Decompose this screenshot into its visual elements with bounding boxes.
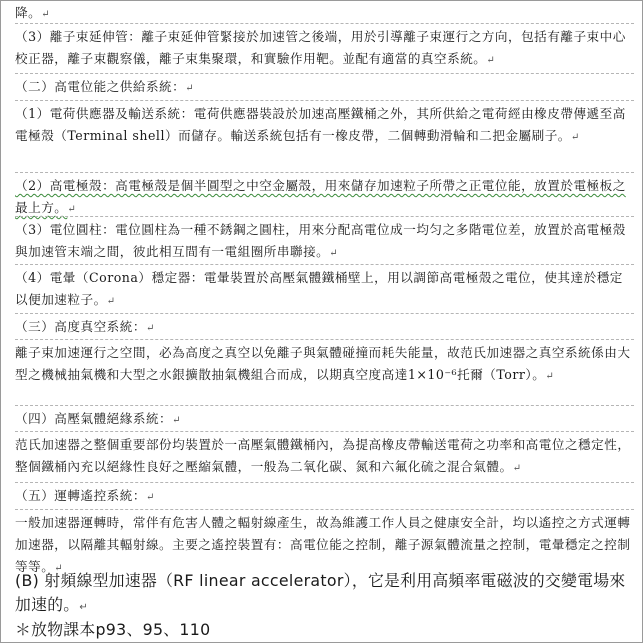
- paragraph-14: (B) 射頻線型加速器（RF linear accelerator），它是利用高頻率電磁波的交變電場來加速的。↵: [15, 571, 626, 614]
- paragraph-mark: ↵: [106, 296, 116, 307]
- paragraph-mark: ↵: [79, 602, 89, 613]
- paragraph-3: （二）高電位能之供給系統：↵: [15, 73, 634, 100]
- paragraph-mark: ↵: [545, 371, 555, 382]
- paragraph-mark: ↵: [486, 55, 496, 66]
- paragraph-2: （3）離子束延伸管：離子束延伸管緊接於加速管之後端，用於引導離子束運行之方向，包括有離子束中心校正器，離子束觀察儀，離子束集聚環，和實驗作用靶。並配有適當的真空系統。↵: [15, 23, 634, 72]
- paragraph-6: （3）電位圓柱：電位圓柱為一種不銹鋼之圓柱，用來分配高電位成一均匀之多階電位差，放置於高電極殼與加速管末端之間，彼此相互間有一電組圈所串聯接。↵: [15, 216, 634, 265]
- paragraph-mark: ↵: [185, 83, 195, 94]
- paragraph-9: 離子束加速運行之空間，必為高度之真空以免離子與氣體碰撞而耗失能量，故范氏加速器之真空系統係由大型之機械抽氣機和大型之水銀擴散抽氣機組合而成，以期真空度高達1×10⁻⁶托爾（Torr）。↵: [15, 339, 634, 388]
- paragraph-mark: ↵: [145, 323, 155, 334]
- paragraph-mark: ↵: [570, 132, 580, 143]
- paragraph-7: （4）電暈（Corona）穩定器：電暈裝置於高壓氣體鐵桶壁上，用以調節高電極殼之電位，使其達於穩定以便加速粒子。↵: [15, 264, 634, 313]
- paragraph-12: （五）運轉遙控系統：↵: [15, 482, 634, 509]
- paragraph-5: （2）高電極殼：高電極殼是個半圓型之中空金屬殼，用來儲存加速粒子所帶之正電位能，放置於電極板之最上方。↵: [15, 172, 634, 221]
- paragraph-4: （1）電荷供應器及輸送系統：電荷供應器裝設於加速高壓鐵桶之外，其所供給之電荷經由橡皮帶傳遞至高電極殼（Terminal shell）而儲存。輸送系統包括有一橡皮帶，二個轉動滑輪和二把金屬刷子。↵: [15, 100, 634, 149]
- paragraph-mark: ↵: [41, 9, 51, 20]
- paragraph-15: ＊放物課本p93、95、110: [15, 620, 211, 639]
- paragraph-mark: ↵: [145, 492, 155, 503]
- paragraph-1: 降。↵: [15, 5, 51, 20]
- paragraph-mark: ↵: [512, 463, 522, 474]
- paragraph-mark: ↵: [329, 248, 339, 259]
- paragraph-mark: ↵: [172, 415, 182, 426]
- paragraph-mark: ↵: [54, 563, 64, 574]
- paragraph-13: 一般加速器運轉時，常伴有危害人體之輻射線產生，故為維護工作人員之健康安全計，均以遙控之方式運轉加速器，以隔離其輻射線。主要之遙控裝置有：高電位能之控制，離子源氣體流量之控制，電暈穩定之控制等等。↵: [15, 509, 634, 580]
- paragraph-11: 范氏加速器之整個重要部份均裝置於一高壓氣體鐵桶內，為提高橡皮帶輸送電荷之功率和高電位之穩定性，整個鐵桶內充以絕緣性良好之壓縮氣體，一般為二氧化碳、氮和六氟化硫之混合氣體。↵: [15, 431, 634, 480]
- paragraph-mark: ↵: [67, 204, 77, 215]
- paragraph-10: （四）高壓氣體絕緣系統：↵: [15, 405, 634, 432]
- paragraph-8: （三）高度真空系統：↵: [15, 313, 634, 340]
